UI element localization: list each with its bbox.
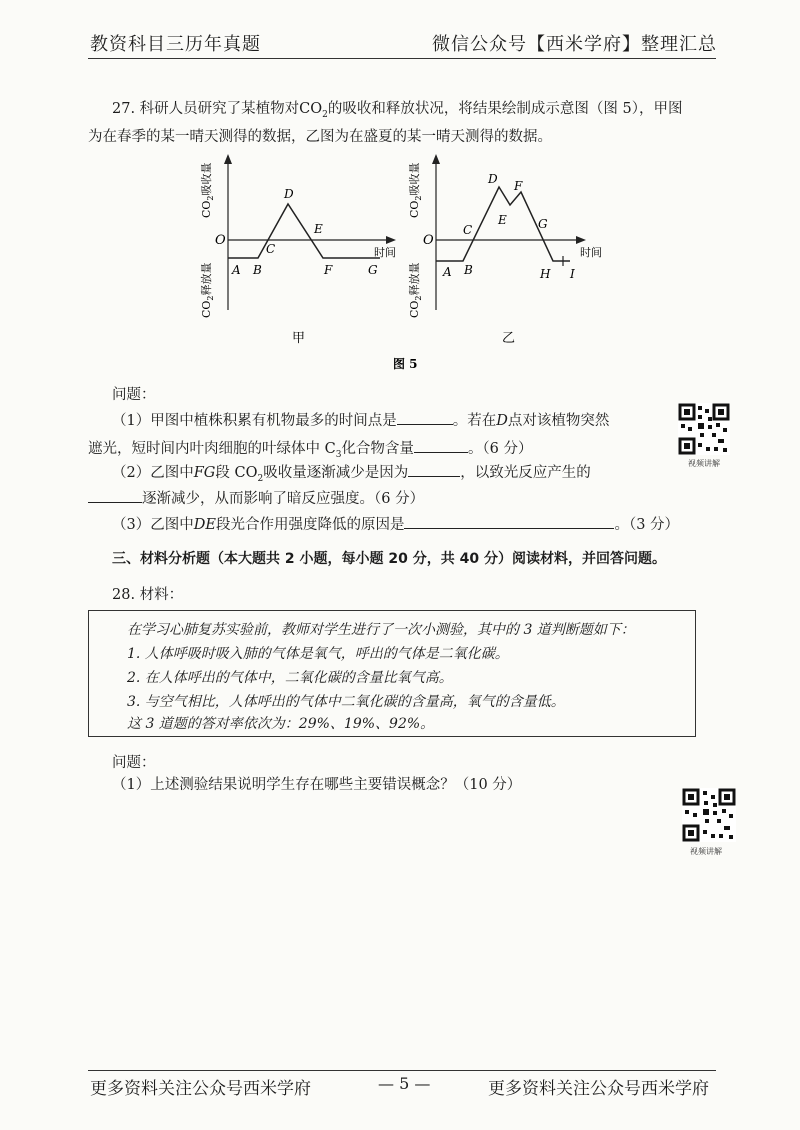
yi-absorb-label: $CO_2$吸收量 [408,162,423,218]
graph-jia [199,154,396,346]
qr-caption-1: 视频讲解 [688,459,720,468]
yi-point-i: I [570,267,575,281]
jia-y-arrow [224,154,232,164]
qr-caption-2: 视频讲解 [690,847,722,856]
yi-point-e: E [498,213,507,227]
yi-point-a: A [443,265,452,279]
section-3-heading: 三、材料分析题（本大题共 2 小题，每小题 20 分，共 40 分）阅读材料，并回答问题。 [112,551,666,567]
yi-x-arrow [576,236,586,244]
yi-point-g: G [538,217,548,231]
footer-rule [88,1070,716,1071]
header-right: 微信公众号【西米学府】整理汇总 [432,34,717,55]
header-rule [88,58,716,59]
jia-point-c: C [266,242,276,256]
jia-point-f: F [324,263,333,277]
q27-1-line2: 遮光，短时间内叶肉细胞的叶绿体中 $C_3$化合物含量 。（6 分） [88,434,533,470]
jia-point-g: G [368,263,378,277]
q27-2-line1: （2）乙图中FG段 $CO_2$吸收量逐渐减少是因为 ，以致光反应产生的 [112,458,591,494]
q28-questions-title: 问题： [112,755,156,771]
q28-label: 28. 材料： [112,587,184,603]
qr-code-2[interactable] [682,788,736,842]
jia-release-label: $CO_2$释放量 [200,262,215,318]
yi-x-label: 时间 [580,246,602,259]
jia-absorb-label: $CO_2$吸收量 [200,162,215,218]
q27-intro-line1: 27. 科研人员研究了某植物对$CO_2$的吸收和释放状况，将结果绘制成示意图（图 5），甲图 [112,101,683,120]
jia-origin: O [215,233,226,248]
yi-point-h: H [540,267,551,281]
yi-point-c: C [463,223,473,237]
qr-code-1[interactable] [678,403,730,455]
jia-curve [228,204,380,258]
footer-page-number: — 5 — [378,1074,431,1093]
footer-left: 更多资料关注公众号西米学府 [90,1079,311,1099]
answer-blank-1[interactable] [397,408,453,425]
figure-5 [180,150,630,390]
footer-right: 更多资料关注公众号西米学府 [488,1079,709,1099]
jia-point-e: E [314,222,323,236]
q27-2-line2: 逐渐减少，从而影响了暗反应强度。（6 分） [88,484,424,514]
graph-yi [407,154,602,346]
answer-blank-3[interactable] [408,460,460,477]
yi-point-f: F [514,179,523,193]
yi-y-arrow [432,154,440,164]
jia-x-label: 时间 [374,246,396,259]
material-box [88,610,696,737]
material-line-rates: 这 3 道题的答对率依次为：29%、19%、92%。 [127,716,435,732]
figure-caption: 图 5 [393,357,418,371]
material-line-3: 3. 与空气相比，人体呼出的气体中二氧化碳的含量高，氧气的含量低。 [127,694,565,710]
jia-point-d: D [284,187,294,201]
yi-point-d: D [488,172,498,186]
caption-yi: 乙 [502,331,516,346]
jia-x-arrow [386,236,396,244]
jia-point-a: A [232,263,241,277]
q27-1-line1: （1）甲图中植株积累有机物最多的时间点是 。若在D点对该植物突然 [112,406,609,436]
yi-origin: O [423,233,434,248]
material-line-intro: 在学习心肺复苏实验前，教师对学生进行了一次小测验，其中的 3 道判断题如下： [127,622,635,638]
answer-blank-2[interactable] [414,436,468,453]
q27-intro-line2: 为在春季的某一晴天测得的数据，乙图为在盛夏的某一晴天测得的数据。 [88,129,552,145]
caption-jia: 甲 [292,331,306,346]
yi-release-label: $CO_2$释放量 [408,262,423,318]
yi-point-b: B [464,263,473,277]
header-left: 教资科目三历年真题 [90,34,261,55]
jia-point-b: B [253,263,262,277]
questions-title: 问题： [112,387,156,403]
answer-blank-5[interactable] [404,512,614,529]
q27-3: （3）乙图中DE段光合作用强度降低的原因是 。（3 分） [112,510,679,540]
answer-blank-4[interactable] [88,486,142,503]
material-line-2: 2. 在人体呼出的气体中，二氧化碳的含量比氧气高。 [127,670,453,686]
material-line-1: 1. 人体呼吸时吸入肺的气体是氧气，呼出的气体是二氧化碳。 [127,646,509,662]
q28-question-1: （1）上述测验结果说明学生存在哪些主要错误概念？（10 分） [112,777,522,793]
